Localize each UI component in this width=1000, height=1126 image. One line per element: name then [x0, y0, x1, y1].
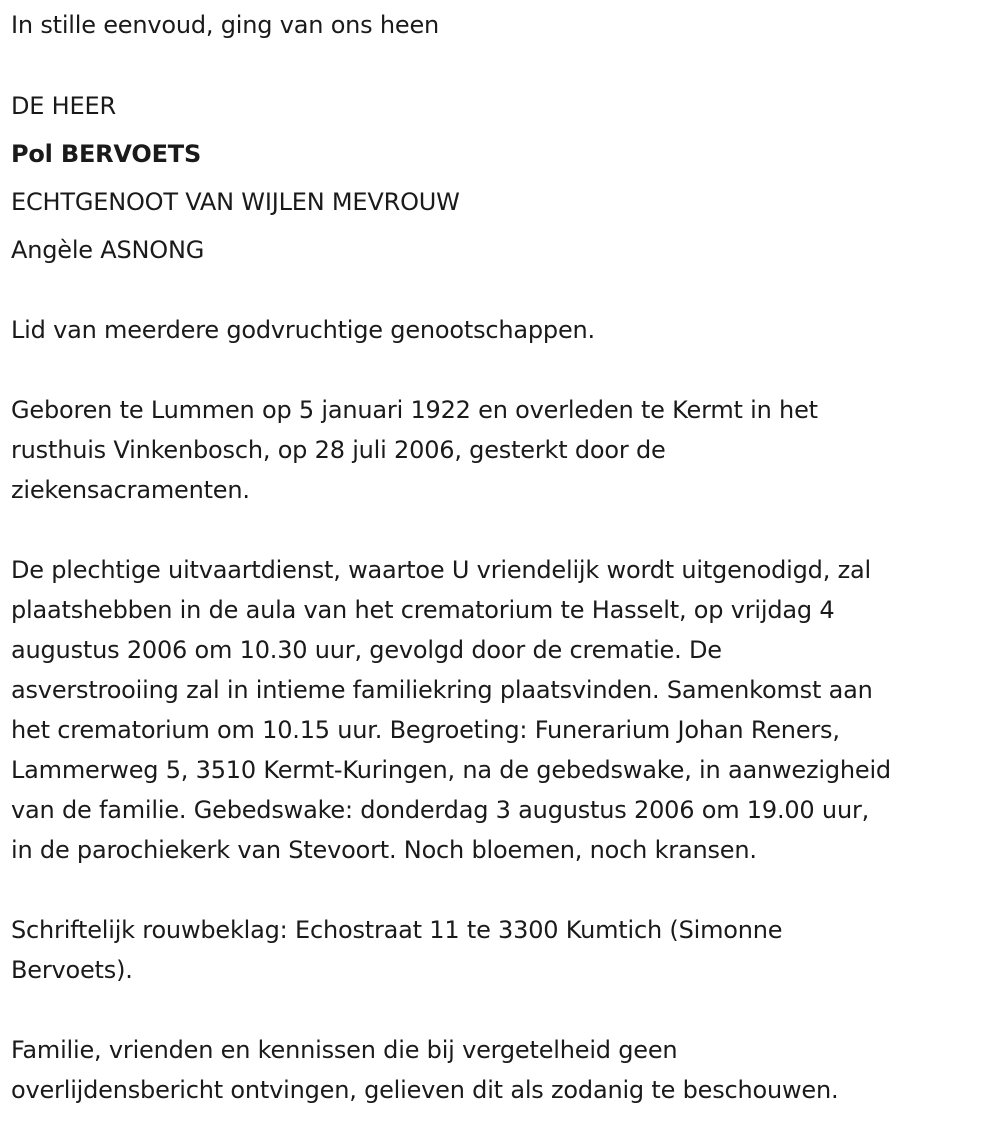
- paragraph-line: augustus 2006 om 10.30 uur, gevolgd door de crematie. De: [11, 636, 722, 664]
- deceased-name: Pol BERVOETS: [11, 140, 202, 168]
- paragraph-line: Bervoets).: [11, 956, 133, 984]
- paragraph-line: Lammerweg 5, 3510 Kermt-Kuringen, na de gebedswake, in aanwezigheid: [11, 756, 891, 784]
- paragraph-line: overlijdensbericht ontvingen, gelieven dit als zodanig te beschouwen.: [11, 1076, 839, 1104]
- paragraph-line: De plechtige uitvaartdienst, waartoe U vriendelijk wordt uitgenodigd, zal: [11, 556, 871, 584]
- title-line: DE HEER: [11, 92, 116, 120]
- paragraph-line: asverstrooiing zal in intieme familiekring plaatsvinden. Samenkomst aan: [11, 676, 873, 704]
- paragraph-line: in de parochiekerk van Stevoort. Noch bloemen, noch kransen.: [11, 836, 757, 864]
- intro-line: In stille eenvoud, ging van ons heen: [11, 11, 440, 39]
- paragraph-line: van de familie. Gebedswake: donderdag 3 augustus 2006 om 19.00 uur,: [11, 796, 870, 824]
- membership-line: Lid van meerdere godvruchtige genootschappen.: [11, 316, 595, 344]
- relation-line: ECHTGENOOT VAN WIJLEN MEVROUW: [11, 188, 460, 216]
- spouse-name: Angèle ASNONG: [11, 236, 205, 264]
- paragraph-line: plaatshebben in de aula van het crematorium te Hasselt, op vrijdag 4: [11, 596, 835, 624]
- paragraph-line: Schriftelijk rouwbeklag: Echostraat 11 te 3300 Kumtich (Simonne: [11, 916, 783, 944]
- paragraph-line: rusthuis Vinkenbosch, op 28 juli 2006, gesterkt door de: [11, 436, 666, 464]
- paragraph-line: ziekensacramenten.: [11, 476, 250, 504]
- paragraph-line: het crematorium om 10.15 uur. Begroeting: Funerarium Johan Reners,: [11, 716, 840, 744]
- paragraph-line: Familie, vrienden en kennissen die bij vergetelheid geen: [11, 1036, 678, 1064]
- paragraph-line: Geboren te Lummen op 5 januari 1922 en overleden te Kermt in het: [11, 396, 818, 424]
